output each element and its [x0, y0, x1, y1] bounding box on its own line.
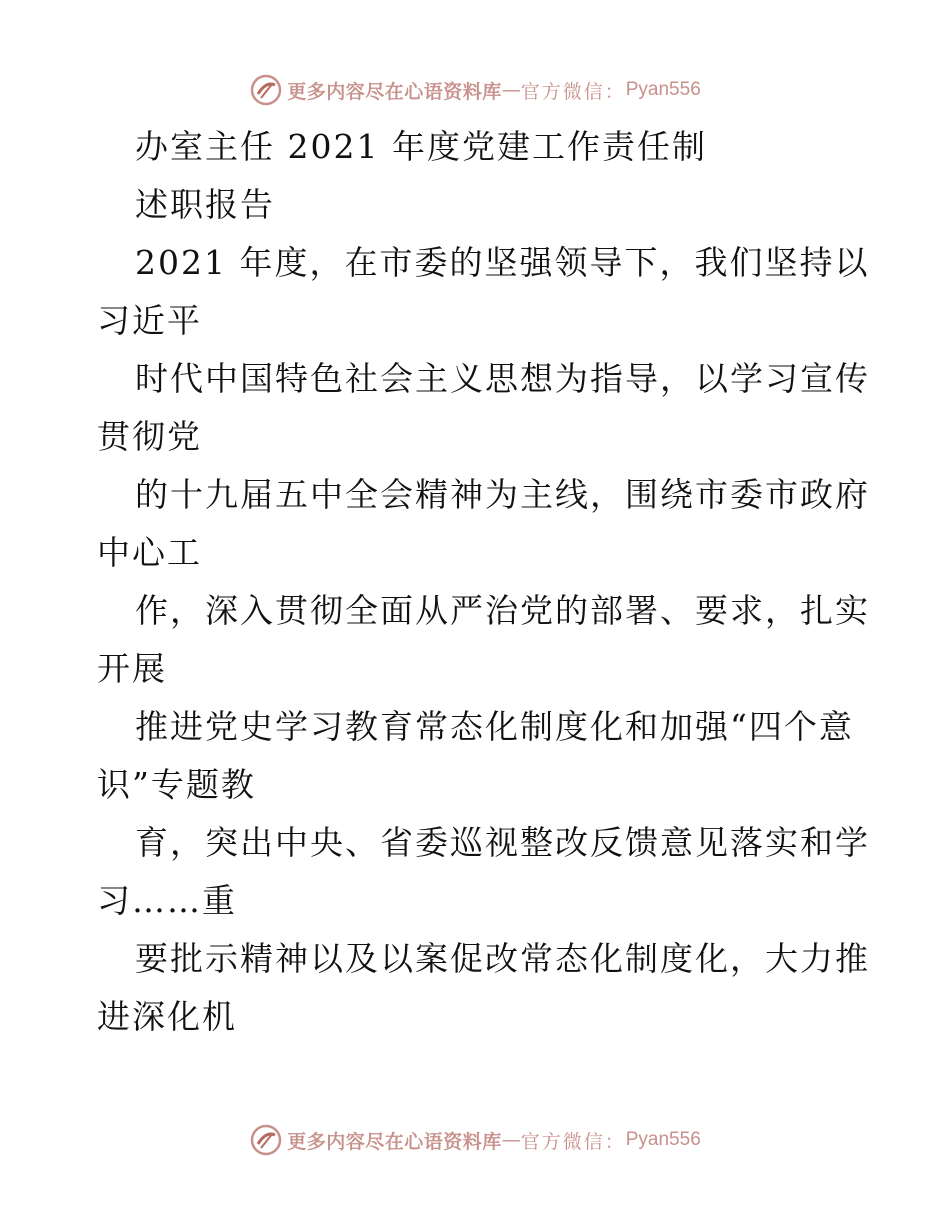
- paragraph-line: 推进党史学习教育常态化制度化和加强“四个意: [135, 707, 854, 746]
- watermark-text: 更多内容尽在心语资料库: [287, 1130, 502, 1153]
- title-line-1: 办室主任 2021 年度党建工作责任制: [135, 127, 707, 166]
- library-logo-icon: [249, 73, 283, 107]
- paragraph-line: 中心工: [97, 533, 202, 572]
- watermark-wechat-label: 官方微信：: [520, 80, 626, 103]
- watermark-wechat-label: 官方微信：: [520, 1130, 626, 1153]
- watermark-dash: —: [501, 79, 521, 101]
- paragraph-line: 作，深入贯彻全面从严治党的部署、要求，扎实: [135, 591, 870, 630]
- paragraph-line: 的十九届五中全会精神为主线，围绕市委市政府: [135, 475, 870, 514]
- paragraph-line: 要批示精神以及以案促改常态化制度化，大力推: [135, 939, 870, 978]
- paragraph-line: 习……重: [97, 881, 237, 920]
- paragraph-line: 育，突出中央、省委巡视整改反馈意见落实和学: [135, 823, 870, 862]
- paragraph-line: 2021 年度，在市委的坚强领导下，我们坚持以: [135, 243, 870, 282]
- watermark-dash: —: [501, 1129, 521, 1151]
- title-line-2: 述职报告: [135, 185, 275, 224]
- paragraph-line: 贯彻党: [97, 417, 202, 456]
- watermark-header: [0, 70, 950, 110]
- watermark-wechat-id: Pyan556: [625, 79, 701, 100]
- library-logo-icon: [249, 1123, 283, 1157]
- watermark-text: 更多内容尽在心语资料库: [287, 80, 502, 103]
- paragraph-line: 时代中国特色社会主义思想为指导，以学习宣传: [135, 359, 870, 398]
- watermark-wechat-id: Pyan556: [625, 1129, 701, 1150]
- paragraph-line: 开展: [97, 649, 167, 688]
- document-body: [97, 118, 870, 1046]
- paragraph-line: 进深化机: [97, 997, 237, 1036]
- paragraph-line: 习近平: [97, 301, 202, 340]
- watermark-footer: [0, 1120, 950, 1160]
- paragraph-line: 识”专题教: [97, 765, 256, 804]
